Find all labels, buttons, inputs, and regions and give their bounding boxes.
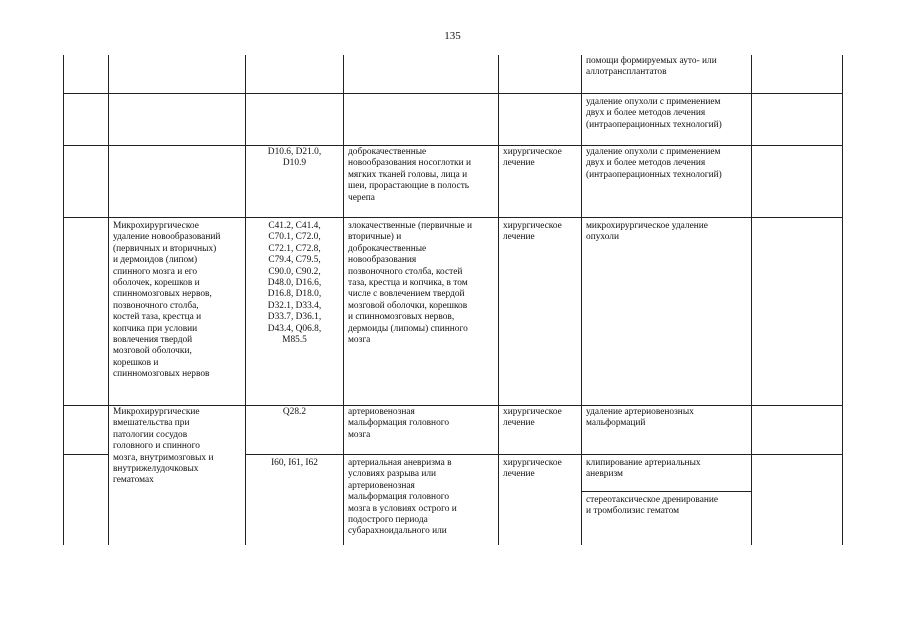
care-type-cell: Микрохирургическое удаление новообразований (первичных и вторичных) и дермоидов (липом) спинного мозга и его оболочек, корешков и спинномозговых нервов, позвоночного столба, костей таза, крестца и копчика при условии вовлечения твердой мозговой оболочки, корешков и спинномозговых нервов — [113, 221, 221, 380]
col-border — [842, 55, 843, 545]
row-border — [63, 454, 108, 455]
col-border — [108, 55, 109, 545]
treatment-cell: стереотаксическое дренирование и тромболизис гематом — [586, 495, 719, 517]
col-border — [581, 55, 582, 545]
patient-model-cell: доброкачественные новообразования носоглотки и мягких тканей головы, лица и шеи, прорастающие в полость черепа — [348, 147, 471, 203]
icd-codes-cell: Q28.2 — [282, 407, 307, 417]
patient-model-cell: артериовенозная мальформация головного мозга — [348, 407, 450, 440]
treatment-cell: помощи формируемых ауто- или аллотрансплантатов — [586, 56, 717, 78]
patient-model-cell: артериальная аневризма в условиях разрыва или артериовенозная мальформация головного мозга в условиях острого и подострого периода субарахноидального или — [348, 458, 457, 537]
row-border — [63, 145, 843, 146]
row-border — [63, 217, 843, 218]
icd-codes-cell: C41.2, C41.4, C70.1, C72.0, C72.1, C72.8, C79.4, C79.5, C90.0, C90.2, D48.0, D16.6, D16.8, D18.0, D32.1, D33.4, D33.7, D36.1, D43.4, Q06.8, M85.5 — [267, 221, 322, 346]
col-border — [498, 55, 499, 545]
row-border — [63, 93, 843, 94]
row-border — [63, 405, 843, 406]
col-border — [245, 55, 246, 545]
col-border — [751, 55, 752, 545]
treatment-type-cell: хирургическое лечение — [503, 407, 562, 429]
icd-codes-cell: I60, I61, I62 — [271, 458, 318, 468]
row-border — [581, 491, 751, 492]
col-border — [343, 55, 344, 545]
row-border — [245, 454, 843, 455]
treatment-cell: клипирование артериальных аневризм — [586, 458, 701, 480]
treatment-cell: удаление артериовенозных мальформаций — [586, 407, 694, 429]
page-number: 135 — [444, 30, 461, 42]
treatment-type-cell: хирургическое лечение — [503, 221, 562, 243]
treatment-type-cell: хирургическое лечение — [503, 147, 562, 169]
col-border — [63, 55, 64, 545]
treatment-cell: микрохирургическое удаление опухоли — [586, 221, 708, 243]
treatment-type-cell: хирургическое лечение — [503, 458, 562, 480]
patient-model-cell: злокачественные (первичные и вторичные) и доброкачественные новообразования позвоночного столба, костей таза, крестца и копчика, в том числе с вовлечением твердой мозговой оболочки, корешков и спинномозговых нервов, дермоиды (липомы) спинного мозга — [348, 221, 472, 346]
medical-care-table — [63, 55, 843, 545]
treatment-cell: удаление опухоли с применением двух и более методов лечения (интраоперационных технологий) — [586, 97, 722, 130]
icd-codes-cell: D10.6, D21.0, D10.9 — [267, 147, 322, 169]
care-type-cell: Микрохирургические вмешательства при патологии сосудов головного и спинного мозга, внутримозговых и внутрижелудочковых гематомах — [113, 407, 214, 486]
treatment-cell: удаление опухоли с применением двух и более методов лечения (интраоперационных технологий) — [586, 147, 722, 180]
